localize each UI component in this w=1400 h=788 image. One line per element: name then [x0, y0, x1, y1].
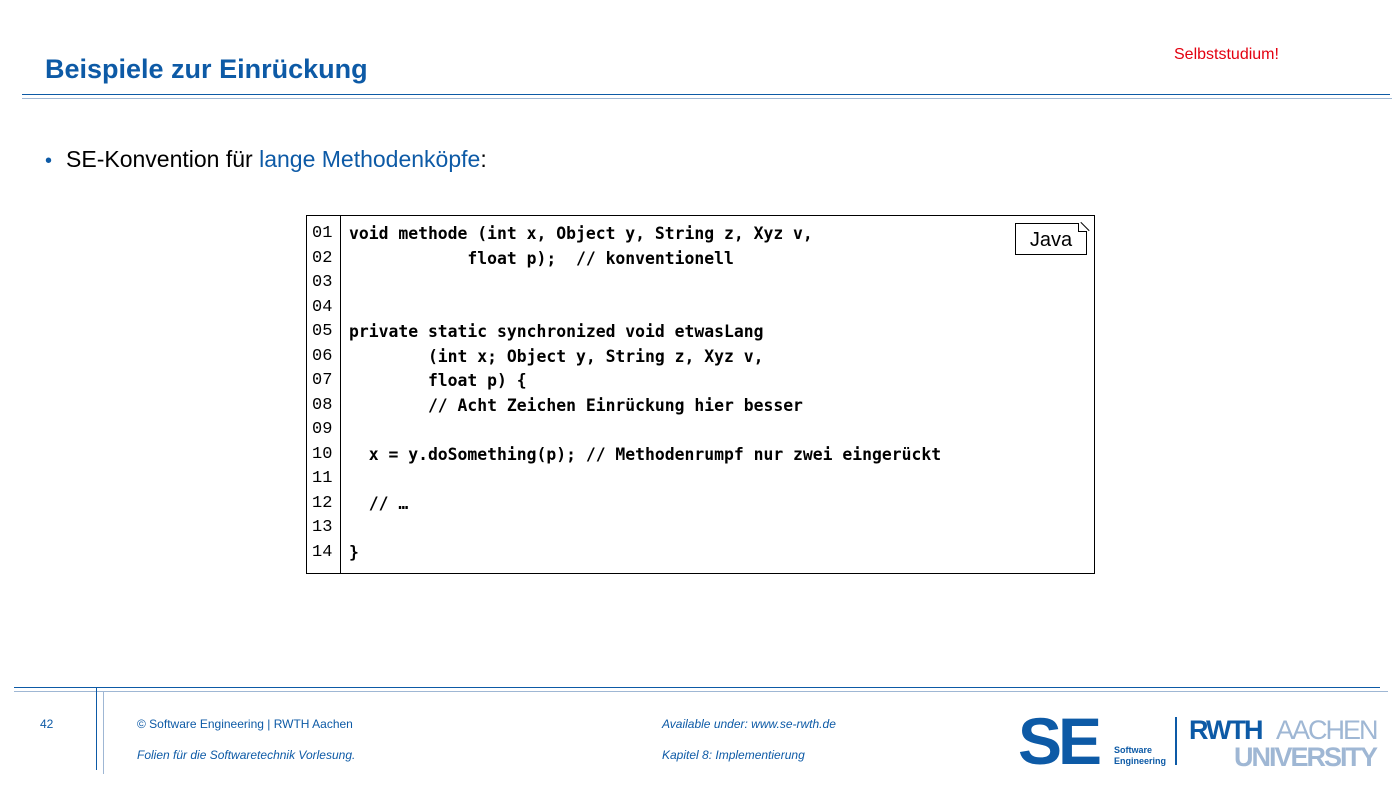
line-number-gutter — [307, 216, 341, 573]
bullet-dot-icon: • — [45, 150, 53, 172]
code-line: (int x; Object y, String z, Xyz v, — [349, 346, 764, 366]
logo-separator — [1175, 717, 1177, 765]
code-line: x = y.doSomething(p); // Methodenrumpf nur zwei eingerückt — [349, 444, 942, 464]
line-number: 01 — [312, 224, 333, 243]
page-title: Beispiele zur Einrückung — [45, 54, 368, 84]
language-tag-label: Java — [1029, 229, 1073, 251]
line-number: 14 — [312, 542, 333, 562]
bullet-text-highlight: lange Methodenköpfe — [259, 146, 481, 172]
code-line — [349, 418, 941, 443]
line-number: 06 — [312, 346, 333, 366]
folded-corner-icon — [1078, 223, 1087, 232]
footer-rule-light — [14, 691, 1388, 692]
line-number: 02 — [312, 248, 333, 268]
code-line — [349, 467, 941, 492]
self-study-note: Selbststudium! — [1174, 46, 1279, 63]
se-logo-line2: Engineering — [1114, 756, 1167, 766]
line-number: 07 — [312, 371, 333, 390]
code-line: float p); // konventionell — [349, 248, 734, 268]
se-logo-letters: SE — [1018, 704, 1099, 778]
rwth-logo — [1188, 714, 1377, 772]
footer-divider-light — [103, 692, 104, 774]
footer-divider — [96, 688, 97, 770]
footer-copyright: © Software Engineering | RWTH Aachen — [137, 717, 353, 731]
code-line: private static synchronized void etwasLang — [349, 322, 764, 341]
line-number: 08 — [312, 395, 333, 415]
code-line — [349, 516, 941, 541]
bullet-text-prefix: SE-Konvention für — [66, 146, 260, 172]
page-number: 42 — [40, 717, 54, 731]
footer-course: Folien für die Softwaretechnik Vorlesung. — [137, 748, 356, 762]
code-text — [349, 222, 941, 565]
code-line: // … — [349, 493, 409, 513]
line-number: 11 — [312, 469, 333, 488]
line-number: 13 — [312, 518, 333, 537]
line-number: 10 — [312, 444, 333, 464]
line-number: 09 — [312, 420, 333, 439]
footer-available: Available under: www.se-rwth.de — [662, 717, 836, 731]
code-listing — [306, 215, 1095, 574]
code-line: } — [349, 542, 359, 562]
code-line — [349, 296, 941, 321]
code-line: float p) { — [349, 371, 527, 390]
line-number: 12 — [312, 493, 333, 513]
code-line: void methode (int x, Object y, String z, Xyz v, — [349, 224, 813, 243]
line-number: 05 — [312, 322, 333, 341]
rwth-logo-line1a: RWTH — [1189, 715, 1262, 745]
footer-rule — [14, 687, 1380, 688]
line-number: 04 — [312, 297, 333, 317]
rwth-logo-line1b: AACHEN — [1276, 715, 1377, 745]
bullet-item — [45, 146, 487, 173]
code-line: // Acht Zeichen Einrückung hier besser — [349, 395, 803, 415]
header-rule — [22, 94, 1390, 95]
line-number: 03 — [312, 273, 333, 292]
footer-chapter: Kapitel 8: Implementierung — [662, 748, 805, 762]
code-line — [349, 271, 941, 296]
language-tag — [1015, 223, 1087, 255]
rwth-logo-line2: UNIVERSITY — [1234, 742, 1377, 772]
header-rule-light — [22, 98, 1392, 99]
bullet-text-suffix: : — [480, 146, 487, 172]
se-logo — [1018, 704, 1170, 778]
se-logo-line1: Software — [1114, 745, 1153, 755]
